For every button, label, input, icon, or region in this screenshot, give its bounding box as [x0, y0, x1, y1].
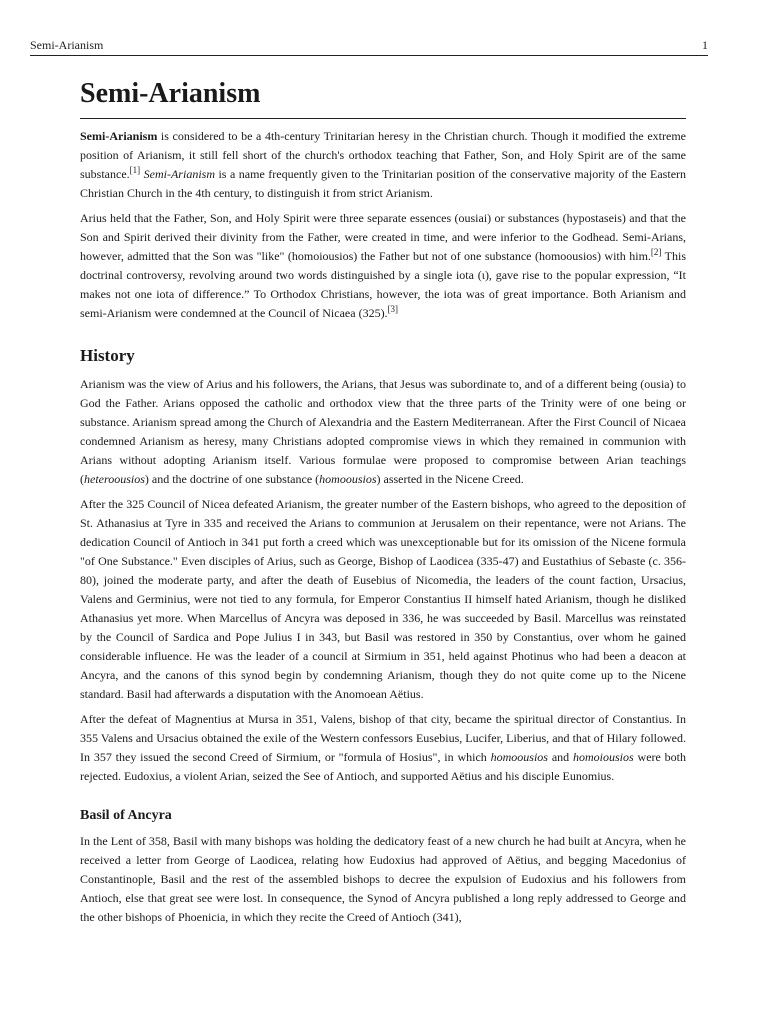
intro-text-2: is a name frequently given to the Trinitarian position of the conservative majority of the Eastern Christian Church in the 4th century, to distinguish it from strict Arianism. [80, 167, 687, 200]
history-p3-text-2: and [547, 750, 573, 764]
history-p3-text-3: were both rejected. Eudoxius, a violent Arian, seized the See of Antioch, and supported Aëtius and his disciple Eunomius. [80, 750, 687, 783]
history-p3-italic-1: homoousios [490, 750, 548, 764]
history-p1-italic-2: homoousios [319, 472, 377, 486]
history-paragraph-2: After the 325 Council of Nicea defeated Arianism, the greater number of the Eastern bishops, who agreed to the deposition of St. Athanasius at Tyre in 335 and received the Arians to communion at Jerusalem on their repentance, were not Arians. The dedication Council of Antioch in 341 put forth a creed which was unexceptionable but for its omission of the Nicene formula "of One Substance." Even disciples of Arius, such as George, Bishop of Laodicea (335-47) and Eustathius of Sebaste (c. 356-80), joined the moderate party, and after the death of Eusebius of Nicomedia, the leaders of the count faction, Ursacius, Valens and Germinius, were not tied to any formula, for Emperor Constantius II himself hated Arianism, though he disliked Athanasius yet more. When Marcellus of Ancyra was deposed in 336, he was succeeded by Basil. Marcellus was reinstated by the Council of Sardica and Pope Julius I in 343, but Basil was restored in 350 by Constantius, over whom he gained considerable influence. He was the leader of a council at Sirmium in 351, held against Photinus who had been a deacon at Ancyra, and the canons of this synod begin by condemning Arianism, though they do not quite come up to the Nicene standard. Basil had afterwards a disputation with the Anomoean Aëtius. [80, 497, 686, 701]
intro-text-1: is considered to be a 4th-century Trinitarian heresy in the Christian church. Though it modified the extreme position of Arianism, it still fell short of the church's orthodox teaching that Father, Son, and Holy Spirit are of the same substance. [80, 129, 686, 181]
arius-text-1: Arius held that the Father, Son, and Holy Spirit were three separate essences (ousiai) or substances (hypostaseis) and that the Son and Spirit derived their divinity from the Father, were created in time, and were inferior to the Godhead. Semi-Arians, however, admitted that the Son was "like" (homoiousios) the Father but not of one substance (homoousios) with him. [80, 211, 686, 263]
history-p3-text-1: After the defeat of Magnentius at Mursa in 351, Valens, bishop of that city, became the spiritual director of Constantius. In 355 Valens and Ursacius obtained the exile of the Western confessors Eusebius, Lucifer, Liberius, and that of Hilary followed. In 357 they issued the second Creed of Sirmium, or "formula of Hosius", in which [80, 712, 686, 764]
header-divider [30, 55, 708, 56]
basil-paragraph-1: In the Lent of 358, Basil with many bishops was holding the dedicatory feast of a new church he had built at Ancyra, when he received a letter from George of Laodicea, relating how Eudoxius had approved of Aëtius, and begging Macedonius of Constantinople, Basil and the rest of the assembled bishops to decree the expulsion of Eudoxius and his followers from Antioch, else that great see were lost. In consequence, the Synod of Ancyra published a long reply addressed to George and the other bishops of Phoenicia, in which they recite the Creed of Antioch (341), [80, 834, 686, 924]
article-body [80, 74, 686, 927]
citation-2-link[interactable]: [2] [650, 247, 662, 257]
history-paragraph-1 [80, 375, 686, 489]
citation-1-link[interactable]: [1] [129, 165, 141, 175]
running-title: Semi-Arianism [30, 38, 104, 52]
basil-heading: Basil of Ancyra [80, 808, 172, 823]
intro-paragraph [80, 127, 686, 203]
history-p1-text-1: Arianism was the view of Arius and his followers, the Arians, that Jesus was subordinate to, and of a different being (ousia) to God the Father. Arians opposed the catholic and orthodox view that the three parts of the Trinity were of one being or substance. Arianism spread among the Church of Alexandria and the Eastern Mediterranean. After the First Council of Nicaea condemned Arianism as heresy, many Christians adopted compromise views in which they remained in communion with Arians without adopting Arianism itself. Various formulae were proposed to compromise between Arian teachings ( [80, 377, 686, 486]
intro-bold-term: Semi-Arianism [80, 129, 158, 143]
citation-3-link[interactable]: [3] [387, 304, 399, 314]
history-p1-italic-1: heteroousios [84, 472, 145, 486]
page-number: 1 [702, 38, 708, 52]
history-paragraph-3 [80, 710, 686, 786]
history-heading: History [80, 346, 135, 365]
arius-text-2: This doctrinal controversy, revolving around two words distinguished by a single iota (ι), gave rise to the popular expression, “It makes not one iota of difference.” To Orthodox Christians, however, the iota was of great importance. Both Arianism and semi-Arianism were condemned at the Council of Nicaea (325). [80, 249, 686, 320]
page-title: Semi-Arianism [80, 74, 686, 119]
arius-paragraph [80, 209, 686, 323]
history-p1-text-2: ) and the doctrine of one substance ( [144, 472, 320, 486]
history-p1-text-3: ) asserted in the Nicene Creed. [376, 472, 524, 486]
history-p3-italic-2: homoiousios [573, 750, 634, 764]
intro-italic-term: Semi-Arianism [143, 167, 215, 181]
